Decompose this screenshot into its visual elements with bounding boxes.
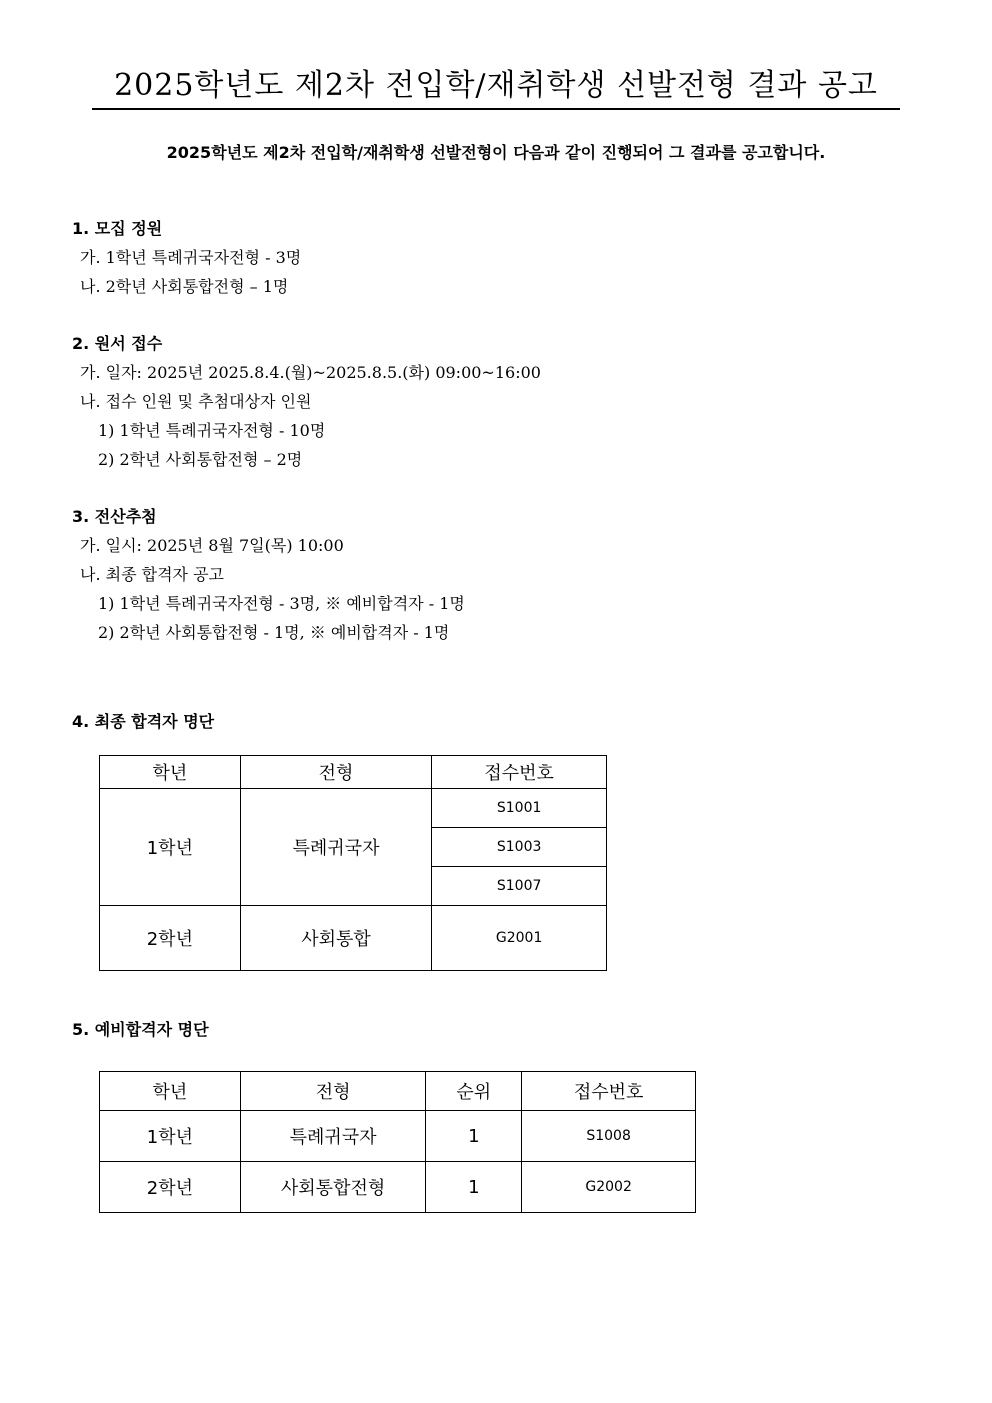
table-header-row: [100, 1072, 696, 1111]
section3-subitem: 1) 1학년 특례귀국자전형 - 3명, ※ 예비합격자 - 1명: [98, 594, 465, 613]
section3-item: 나. 최종 합격자 공고: [80, 565, 224, 584]
section1-item: 나. 2학년 사회통합전형 – 1명: [80, 277, 289, 296]
table-row: [100, 1111, 696, 1162]
code-cell: G2002: [522, 1162, 696, 1213]
section2-heading: 2. 원서 접수: [72, 334, 163, 353]
type-cell: 사회통합: [240, 906, 432, 971]
code-cell: G2001: [432, 906, 607, 971]
type-cell: 사회통합전형: [240, 1162, 426, 1213]
header-cell: 학년: [100, 1072, 241, 1111]
rank-cell: 1: [426, 1111, 522, 1162]
document-title: 2025학년도 제2차 전입학/재취학생 선발전형 결과 공고: [92, 66, 900, 110]
section1-item: 가. 1학년 특례귀국자전형 - 3명: [80, 248, 302, 267]
header-cell: 전형: [240, 756, 432, 789]
grade-cell: 1학년: [100, 1111, 241, 1162]
code-cell: S1008: [522, 1111, 696, 1162]
table-row: [100, 906, 607, 971]
header-cell: 접수번호: [522, 1072, 696, 1111]
grade-cell: 2학년: [100, 906, 241, 971]
type-cell: 특례귀국자: [240, 1111, 426, 1162]
header-cell: 순위: [426, 1072, 522, 1111]
header-cell: 학년: [100, 756, 241, 789]
type-cell: 특례귀국자: [240, 789, 432, 906]
table-row: [100, 789, 607, 828]
section2-item: 가. 일자: 2025년 2025.8.4.(월)~2025.8.5.(화) 09:00~16:00: [80, 363, 541, 382]
section4-heading: 4. 최종 합격자 명단: [72, 712, 215, 731]
final-admission-table: [99, 755, 607, 971]
section2-item: 나. 접수 인원 및 추첨대상자 인원: [80, 392, 312, 411]
code-cell: S1001: [432, 789, 607, 828]
section2-subitem: 1) 1학년 특례귀국자전형 - 10명: [98, 421, 326, 440]
section2-subitem: 2) 2학년 사회통합전형 – 2명: [98, 450, 303, 469]
table-row: [100, 1162, 696, 1213]
rank-cell: 1: [426, 1162, 522, 1213]
header-cell: 전형: [240, 1072, 426, 1111]
code-cell: S1003: [432, 828, 607, 867]
code-cell: S1007: [432, 867, 607, 906]
section5-heading: 5. 예비합격자 명단: [72, 1020, 209, 1039]
waitlist-table: [99, 1071, 696, 1213]
section3-subitem: 2) 2학년 사회통합전형 - 1명, ※ 예비합격자 - 1명: [98, 623, 450, 642]
grade-cell: 2학년: [100, 1162, 241, 1213]
intro-text: 2025학년도 제2차 전입학/재취학생 선발전형이 다음과 같이 진행되어 그 결과를 공고합니다.: [166, 143, 826, 162]
header-cell: 접수번호: [432, 756, 607, 789]
section3-heading: 3. 전산추첨: [72, 507, 157, 526]
grade-cell: 1학년: [100, 789, 241, 906]
section1-heading: 1. 모집 정원: [72, 219, 163, 238]
table-header-row: [100, 756, 607, 789]
section3-item: 가. 일시: 2025년 8월 7일(목) 10:00: [80, 536, 344, 555]
